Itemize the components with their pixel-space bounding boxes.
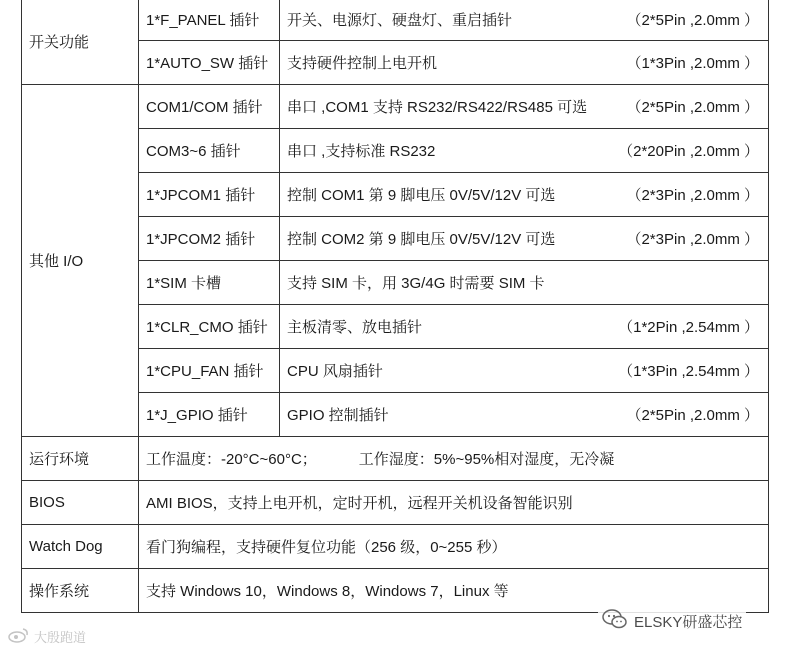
item-label: 1*JPCOM1 插针	[139, 173, 280, 217]
desc-text: 控制 COM2 第 9 脚电压 0V/5V/12V 可选	[287, 231, 556, 248]
item-label: COM3~6 插针	[139, 129, 280, 173]
spec-text: （2*20Pin ,2.0mm ）	[618, 143, 759, 160]
wechat-icon	[602, 608, 628, 634]
table-row	[22, 0, 769, 41]
spec-text: （2*5Pin ,2.0mm ）	[626, 12, 759, 29]
desc-text: 开关、电源灯、硬盘灯、重启插针	[287, 12, 513, 29]
desc-cell	[280, 393, 769, 437]
desc-text: 控制 COM1 第 9 脚电压 0V/5V/12V 可选	[287, 187, 556, 204]
desc-cell	[280, 349, 769, 393]
watermark-right-text: ELSKY研盛芯控	[634, 613, 743, 631]
table-row	[22, 437, 769, 481]
bios-desc: AMI BIOS，支持上电开机，定时开机，远程开关机设备智能识别	[139, 481, 769, 525]
table-row	[22, 481, 769, 525]
category-os-label: 操作系统	[22, 569, 139, 613]
category-env-label: 运行环境	[22, 437, 139, 481]
desc-cell	[280, 129, 769, 173]
desc-cell	[280, 261, 769, 305]
spec-text: （2*3Pin ,2.0mm ）	[626, 231, 759, 248]
watermark-left-text: 大殷跑道	[34, 630, 87, 645]
desc-text: 串口 ,COM1 支持 RS232/RS422/RS485 可选	[287, 99, 588, 116]
os-desc: 支持 Windows 10，Windows 8，Windows 7，Linux 等	[139, 569, 769, 613]
spec-text: （1*3Pin ,2.0mm ）	[626, 55, 759, 72]
category-switch-label: 开关功能	[22, 0, 139, 85]
item-label: 1*CLR_CMO 插针	[139, 305, 280, 349]
item-label: 1*F_PANEL 插针	[139, 0, 280, 41]
desc-cell	[280, 41, 769, 85]
category-watchdog-label: Watch Dog	[22, 525, 139, 569]
category-bios-label: BIOS	[22, 481, 139, 525]
desc-text: GPIO 控制插针	[287, 407, 389, 424]
item-label: COM1/COM 插针	[139, 85, 280, 129]
env-cell	[139, 437, 769, 481]
desc-cell	[280, 0, 769, 41]
desc-text: 主板清零、放电插针	[287, 319, 423, 336]
item-label: 1*AUTO_SW 插针	[139, 41, 280, 85]
spec-text: （2*3Pin ,2.0mm ）	[626, 187, 759, 204]
humidity-text: 工作湿度：5%~95%相对湿度，无冷凝	[358, 451, 615, 468]
spec-text: （1*3Pin ,2.54mm ）	[618, 363, 759, 380]
desc-text: 支持硬件控制上电开机	[287, 55, 438, 72]
watermark-right	[598, 606, 746, 636]
spec-text: （1*2Pin ,2.54mm ）	[618, 319, 759, 336]
desc-text: CPU 风扇插针	[287, 363, 383, 380]
desc-cell	[280, 85, 769, 129]
table-row	[22, 525, 769, 569]
item-label: 1*JPCOM2 插针	[139, 217, 280, 261]
desc-cell	[280, 173, 769, 217]
spec-text: （2*5Pin ,2.0mm ）	[626, 407, 759, 424]
watchdog-desc: 看门狗编程，支持硬件复位功能（256 级，0~255 秒）	[139, 525, 769, 569]
item-label: 1*J_GPIO 插针	[139, 393, 280, 437]
watermark-left	[8, 627, 86, 646]
weibo-icon	[8, 627, 30, 646]
category-io-label: 其他 I/O	[22, 85, 139, 437]
desc-cell	[280, 305, 769, 349]
table-row	[22, 85, 769, 129]
item-label: 1*CPU_FAN 插针	[139, 349, 280, 393]
spec-table	[21, 0, 769, 613]
spec-text: （2*5Pin ,2.0mm ）	[626, 99, 759, 116]
desc-text: 串口 ,支持标准 RS232	[287, 143, 436, 160]
desc-cell	[280, 217, 769, 261]
desc-text: 支持 SIM 卡，用 3G/4G 时需要 SIM 卡	[287, 275, 545, 292]
item-label: 1*SIM 卡槽	[139, 261, 280, 305]
temp-text: 工作温度：-20°C~60°C；	[146, 451, 317, 468]
